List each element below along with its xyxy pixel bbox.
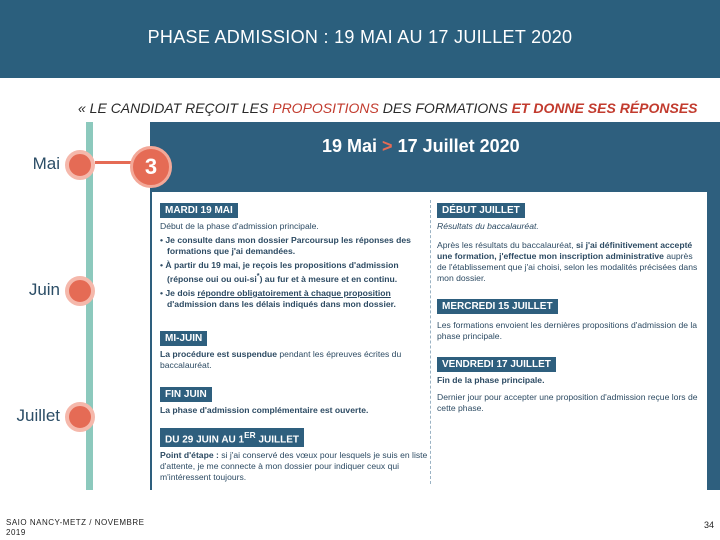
admission-infographic — [0, 122, 720, 490]
month-label-juin: Juin — [28, 280, 60, 299]
mi-juin-text-bold: La procédure est suspendue — [160, 349, 278, 359]
block-debut-juillet — [437, 200, 699, 284]
footer-source: SAIO NANCY-METZ / NOVEMBRE 2019 — [6, 518, 145, 537]
tag-29-juin-sup: ER — [244, 430, 256, 440]
mercredi-text: Les formations envoient les dernières propositions d'admission de la phase principale. — [437, 320, 698, 341]
slide-title: PHASE ADMISSION : 19 MAI AU 17 JUILLET 2020 — [147, 27, 573, 47]
phase-card — [152, 122, 707, 490]
header-banner — [0, 0, 720, 78]
debut-juillet-intro: Résultats du baccalauréat. — [437, 221, 539, 231]
29-juin-text-bold: Point d'étape : — [160, 450, 219, 461]
card-title-arrow: > — [382, 136, 393, 156]
block-vendredi-17-juillet — [437, 354, 699, 414]
month-label-mai: Mai — [32, 154, 60, 173]
debut-juillet-text — [437, 240, 699, 284]
timeline-dot-juin — [65, 276, 95, 306]
block-fin-juin — [160, 384, 428, 416]
month-label-juillet: Juillet — [16, 406, 60, 425]
card-title-start: 19 Mai — [322, 136, 378, 156]
mardi-bullet-2-star: * — [256, 272, 260, 280]
subtitle-part-3: DES FORMATIONS — [378, 100, 512, 116]
mardi-bullet-3-b: d'admission dans les délais indiqués dans mon dossier. — [167, 298, 396, 309]
subtitle-reponses: ET DONNE SES RÉPONSES — [511, 100, 698, 116]
mi-juin-text — [160, 349, 428, 371]
block-29-juin — [160, 428, 428, 483]
timeline-dot-juillet — [65, 402, 95, 432]
tag-fin-juin: FIN JUIN — [160, 387, 212, 402]
29-juin-text — [160, 450, 428, 483]
debut-juillet-text-a: Après les résultats du baccalauréat, — [437, 240, 577, 250]
vendredi-bold-text: Fin de la phase principale. — [437, 375, 545, 385]
tag-29-juin-a: DU 29 JUIN AU 1 — [165, 434, 245, 446]
tag-mardi-19-mai: MARDI 19 MAI — [160, 203, 238, 218]
vendredi-text: Dernier jour pour accepter une proposition d'admission reçue lors de cette phase. — [437, 392, 698, 413]
subtitle-part-1: « LE CANDIDAT REÇOIT LES — [78, 100, 273, 116]
page-number: 34 — [703, 520, 714, 530]
mardi-bullet-3-underlined: répondre obligatoirement à chaque proposition — [197, 287, 391, 298]
tag-mercredi-15-juillet: MERCREDI 15 JUILLET — [437, 299, 558, 314]
29-juin-text-rest: si j'ai conservé des vœux pour lesquels je suis en liste d'attente, je me connecte à mon dossier pour indiquer ceux qui m'intéressent toujours. — [160, 450, 428, 483]
mardi-intro: Début de la phase d'admission principale. — [160, 221, 319, 231]
mardi-bullet-3 — [160, 288, 428, 310]
block-mercredi-15-juillet — [437, 296, 699, 342]
mardi-bullet-1: • Je consulte dans mon dossier Parcoursup les réponses des formations que j'ai demandées. — [160, 235, 411, 256]
timeline-panel — [0, 122, 150, 490]
timeline-connector — [95, 161, 133, 164]
step-number-badge: 3 — [130, 146, 172, 188]
tag-29-juin-b: JUILLET — [255, 434, 300, 446]
slide-subtitle — [78, 100, 698, 116]
tag-mi-juin: MI-JUIN — [160, 331, 207, 346]
tag-vendredi-17-juillet: VENDREDI 17 JUILLET — [437, 357, 556, 372]
mi-juin-text-rest: pendant les épreuves écrites du baccalauréat. — [160, 349, 402, 370]
tag-29-juin — [160, 428, 304, 447]
block-mardi-19-mai — [160, 200, 428, 310]
block-mi-juin — [160, 328, 428, 371]
tag-debut-juillet: DÉBUT JUILLET — [437, 203, 525, 218]
mardi-bullet-2 — [160, 260, 428, 285]
mardi-bullet-3-a: • Je dois — [160, 287, 198, 298]
card-header — [152, 122, 707, 192]
timeline-dot-mai — [65, 150, 95, 180]
mardi-bullet-2-b: ) au fur et à mesure et en continu. — [259, 273, 398, 284]
debut-juillet-text-c: auprès de l'établissement que j'ai choisi, selon les modalités précisées dans mon dossier. — [437, 251, 698, 283]
card-title — [322, 136, 520, 157]
mardi-bullet-2-a: • À partir du 19 mai, je reçois les propositions d'admission (réponse oui ou oui-si — [160, 260, 399, 284]
card-title-end: 17 Juillet 2020 — [397, 136, 520, 156]
fin-juin-text: La phase d'admission complémentaire est ouverte. — [160, 405, 369, 415]
subtitle-propositions: PROPOSITIONS — [272, 100, 379, 116]
column-divider — [430, 200, 431, 484]
debut-juillet-text-bold: si j'ai définitivement accepté une formation, j'effectue mon inscription administrative — [437, 240, 693, 261]
